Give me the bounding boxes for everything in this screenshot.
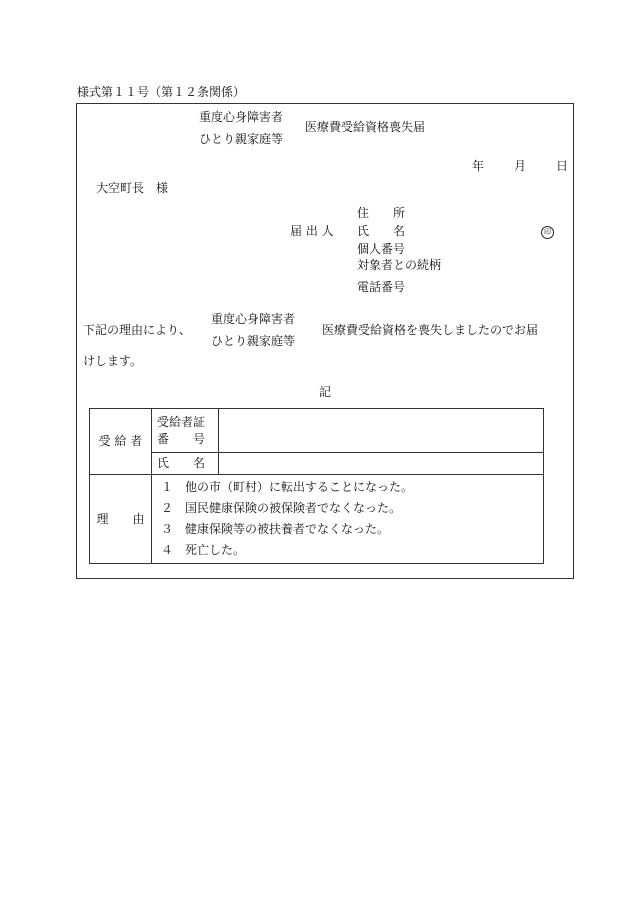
recipient-name-field[interactable]: [219, 453, 544, 475]
recipient-table: [89, 408, 544, 564]
date-month-label: 月: [514, 159, 527, 173]
form-title: 医療費受給資格喪失届: [305, 120, 426, 134]
reason-option-2[interactable]: ２ 国民健康保険の被保険者でなくなった。: [161, 501, 402, 515]
statement-suffix: 医療費受給資格を喪失しましたのでお届: [322, 323, 539, 337]
reason-label-cell: [90, 475, 152, 564]
statement-continuation: けします。: [83, 354, 143, 368]
personal-number-label: 個人番号: [357, 242, 406, 256]
reason-list: [152, 475, 544, 564]
seal-mark: 印: [541, 226, 554, 239]
statement-option-single-parent: ひとり親家庭等: [211, 334, 296, 348]
cert-label-line2: 番 号: [157, 431, 206, 446]
addressee: 大空町長 様: [96, 181, 169, 195]
address-label: 住 所: [357, 206, 406, 220]
title-option-disabled: 重度心身障害者: [199, 110, 284, 124]
date-day-label: 日: [556, 159, 569, 173]
reason-option-4[interactable]: ４ 死亡した。: [161, 543, 246, 557]
recipient-label-cell: [90, 409, 152, 475]
reason-label: 理 由: [96, 511, 145, 526]
applicant-label: 届 出 人: [290, 224, 334, 238]
statement-option-disabled: 重度心身障害者: [211, 312, 296, 326]
recipient-label: 受 給 者: [98, 434, 143, 449]
seal-icon: [541, 224, 554, 239]
statement-prefix: 下記の理由により、: [83, 323, 192, 337]
recipient-name-label: 氏 名: [157, 456, 206, 471]
date-year-label: 年: [472, 159, 485, 173]
reason-option-1[interactable]: １ 他の市（町村）に転出することになった。: [161, 480, 414, 494]
ki-heading: 記: [319, 385, 332, 399]
reason-option-3[interactable]: ３ 健康保険等の被扶養者でなくなった。: [161, 522, 390, 536]
name-label: 氏 名: [357, 224, 406, 238]
cert-label-cell: [152, 409, 219, 453]
cert-number-field[interactable]: [219, 409, 544, 453]
cert-label-line1: 受給者証: [157, 414, 206, 429]
form-number: 様式第１１号（第１２条関係）: [77, 85, 246, 99]
name-label-cell: [152, 453, 219, 475]
relation-label: 対象者との続柄: [357, 258, 442, 272]
title-option-single-parent: ひとり親家庭等: [199, 132, 284, 146]
phone-label: 電話番号: [357, 280, 406, 294]
